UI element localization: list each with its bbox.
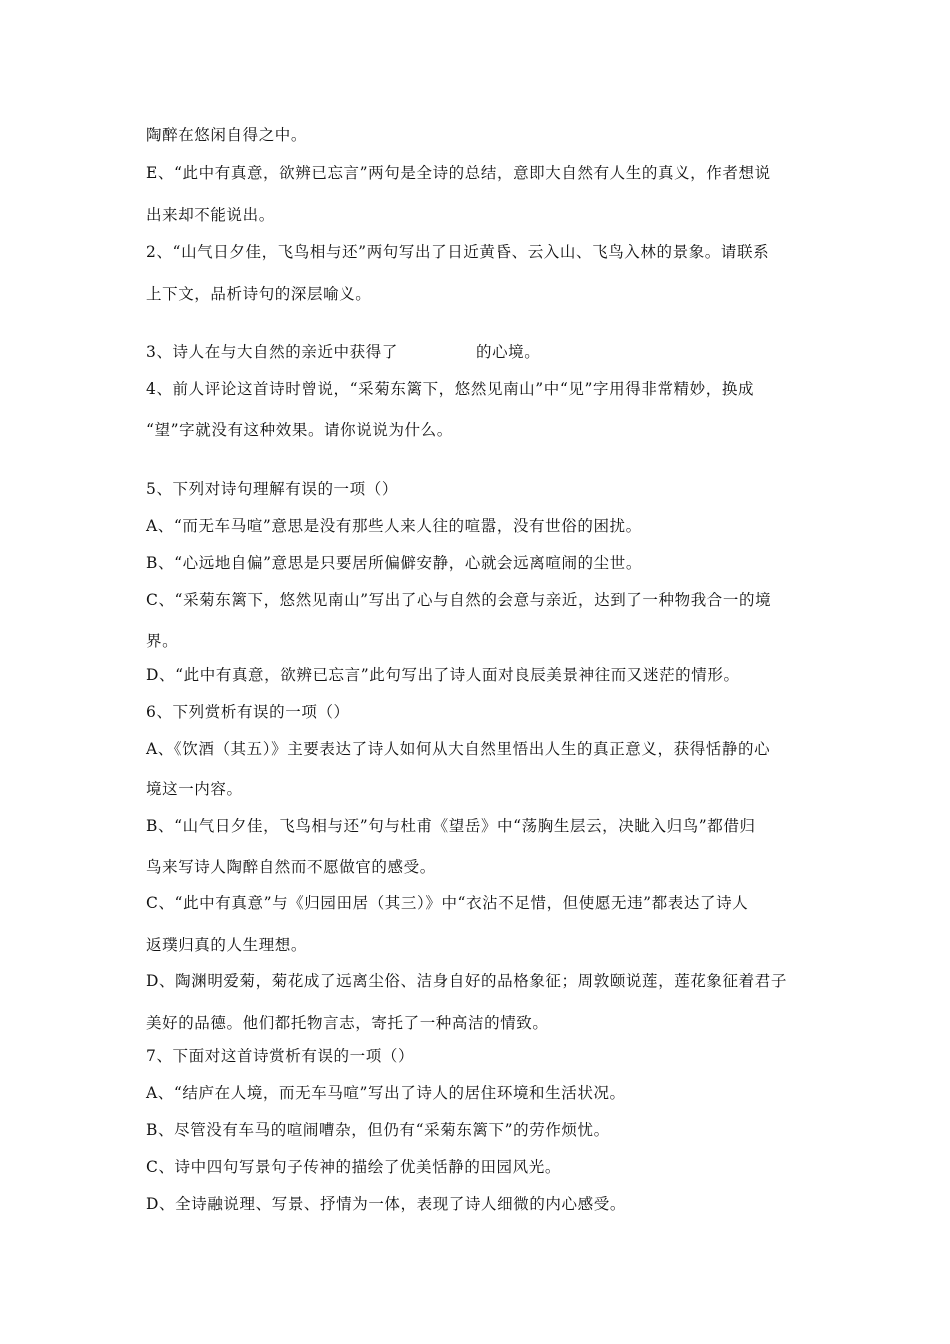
question-6: 6、下列赏析有误的一项（） — [146, 703, 350, 721]
question-7: 7、下面对这首诗赏析有误的一项（） — [146, 1047, 415, 1065]
option-e-line-2: 出来却不能说出。 — [146, 206, 275, 224]
question-7-option-b: B、尽管没有车马的喧闹嘈杂，但仍有“采菊东篱下”的劳作烦忧。 — [146, 1121, 610, 1139]
question-3 — [146, 342, 816, 362]
question-7-option-c: C、诗中四句写景句子传神的描绘了优美恬静的田园风光。 — [146, 1158, 561, 1176]
question-6-option-a-line-1: A、《饮酒（其五）》主要表达了诗人如何从大自然里悟出人生的真正意义，获得恬静的心 — [146, 740, 771, 758]
question-2-line-1: 2、“山气日夕佳，飞鸟相与还”两句写出了日近黄昏、云入山、飞鸟入林的景象。请联系 — [146, 243, 770, 261]
question-5-option-d: D、“此中有真意，欲辨已忘言”此句写出了诗人面对良辰美景神往而又迷茫的情形。 — [146, 666, 740, 684]
question-4-line-2: “望”字就没有这种效果。请你说说为什么。 — [146, 421, 453, 439]
question-6-option-c-line-1: C、“此中有真意”与《归园田居（其三）》中“衣沾不足惜，但使愿无违”都表达了诗人 — [146, 894, 749, 912]
question-5-option-a: A、“而无车马喧”意思是没有那些人来人往的喧嚣，没有世俗的困扰。 — [146, 517, 642, 535]
question-3-prefix: 3、诗人在与大自然的亲近中获得了 — [146, 343, 398, 361]
question-2-line-2: 上下文，品析诗句的深层喻义。 — [146, 285, 372, 303]
question-5-option-b: B、“心远地自偏”意思是只要居所偏僻安静，心就会远离喧闹的尘世。 — [146, 554, 642, 572]
question-6-option-d-line-1: D、陶渊明爱菊，菊花成了远离尘俗、洁身自好的品格象征；周敦颐说莲，莲花象征着君子 — [146, 972, 787, 990]
question-6-option-a-line-2: 境这一内容。 — [146, 780, 243, 798]
question-6-option-d-line-2: 美好的品德。他们都托物言志，寄托了一种高洁的情致。 — [146, 1014, 549, 1032]
question-3-suffix: 的心境。 — [475, 343, 541, 361]
question-4-line-1: 4、前人评论这首诗时曾说，“采菊东篱下，悠然见南山”中“见”字用得非常精妙，换成 — [146, 380, 755, 398]
question-5-option-c-line-2: 界。 — [146, 632, 179, 650]
question-6-option-b-line-2: 鸟来写诗人陶醉自然而不愿做官的感受。 — [146, 858, 436, 876]
question-5-option-c-line-1: C、“采菊东篱下，悠然见南山”写出了心与自然的会意与亲近，达到了一种物我合一的境 — [146, 591, 772, 609]
text-line: 陶醉在悠闲自得之中。 — [146, 126, 308, 144]
option-e-line-1: E、“此中有真意，欲辨已忘言”两句是全诗的总结，意即大自然有人生的真义，作者想说 — [146, 164, 771, 182]
question-7-option-a: A、“结庐在人境，而无车马喧”写出了诗人的居住环境和生活状况。 — [146, 1084, 626, 1102]
question-6-option-c-line-2: 返璞归真的人生理想。 — [146, 936, 308, 954]
question-7-option-d: D、全诗融说理、写景、抒情为一体，表现了诗人细微的内心感受。 — [146, 1195, 626, 1213]
question-5: 5、下列对诗句理解有误的一项（） — [146, 480, 398, 498]
question-6-option-b-line-1: B、“山气日夕佳，飞鸟相与还”句与杜甫《望岳》中“荡胸生层云，决眦入归鸟”都借归 — [146, 817, 756, 835]
